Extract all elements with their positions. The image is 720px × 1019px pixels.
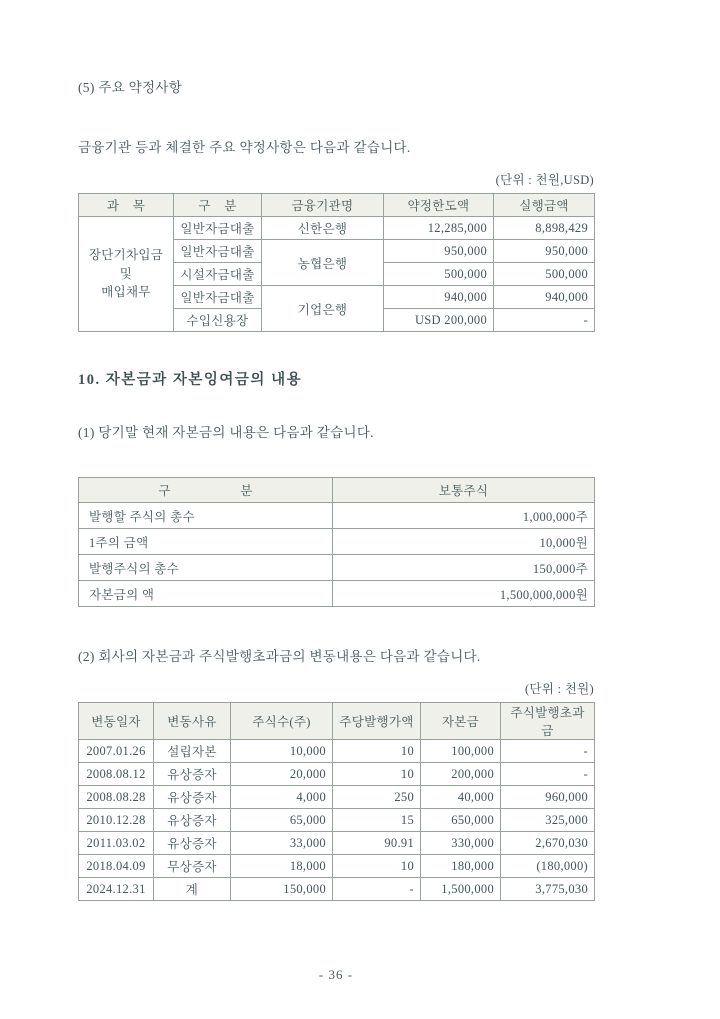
- section-10-para-2: (2) 회사의 자본금과 주식발행초과금의 변동내용은 다음과 같습니다.: [78, 649, 481, 664]
- change-header-row: [79, 703, 595, 740]
- table-cell: 유상증자: [154, 832, 231, 855]
- table-cell: 2010.12.28: [79, 809, 154, 832]
- column-header-date: 변동일자: [79, 703, 154, 740]
- table-cell: 500,000: [384, 263, 494, 286]
- table-cell: 950,000: [384, 240, 494, 263]
- table-cell: 일반자금대출: [174, 240, 262, 263]
- table-cell: 12,285,000: [384, 217, 494, 240]
- page-number: - 36 -: [318, 967, 354, 982]
- table-cell: 자본금의 액: [79, 581, 333, 607]
- table-cell: 3,775,030: [501, 878, 595, 901]
- table-cell: 유상증자: [154, 763, 231, 786]
- table-cell: 650,000: [421, 809, 501, 832]
- covenant-header-row: [79, 194, 595, 217]
- column-header-type: 구 분: [174, 194, 262, 217]
- table-cell: 950,000: [494, 240, 595, 263]
- table-cell: 신한은행: [262, 217, 384, 240]
- table-cell: 1,000,000주: [333, 503, 595, 529]
- table-cell: 2008.08.12: [79, 763, 154, 786]
- unit-note-covenants: (단위 : 천원,USD): [495, 173, 594, 187]
- table-cell: 2024.12.31: [79, 878, 154, 901]
- capital-header-row: [79, 478, 595, 503]
- table-row: [79, 855, 595, 878]
- table-cell: 유상증자: [154, 786, 231, 809]
- column-header-bank: 금융기관명: [262, 194, 384, 217]
- account-title-line2: 매입채무: [101, 285, 151, 300]
- table-cell: 200,000: [421, 763, 501, 786]
- table-cell: 발행주식의 총수: [79, 555, 333, 581]
- table-cell: 15: [333, 809, 421, 832]
- table-cell: 90.91: [333, 832, 421, 855]
- account-title-cell: [79, 217, 174, 332]
- table-cell: 2018.04.09: [79, 855, 154, 878]
- table-cell: USD 200,000: [384, 309, 494, 332]
- table-cell: 325,000: [501, 809, 595, 832]
- table-cell: 10: [333, 763, 421, 786]
- table-cell: 발행할 주식의 총수: [79, 503, 333, 529]
- table-cell: 시설자금대출: [174, 263, 262, 286]
- table-row: [79, 809, 595, 832]
- table-cell: 330,000: [421, 832, 501, 855]
- table-cell: 150,000: [231, 878, 333, 901]
- table-cell: -: [494, 309, 595, 332]
- table-cell: 940,000: [384, 286, 494, 309]
- table-cell: 2008.08.28: [79, 786, 154, 809]
- column-header-capital: 자본금: [421, 703, 501, 740]
- table-cell: 8,898,429: [494, 217, 595, 240]
- table-cell: 940,000: [494, 286, 595, 309]
- table-cell: 65,000: [231, 809, 333, 832]
- table-cell: 250: [333, 786, 421, 809]
- table-row: [79, 786, 595, 809]
- table-cell: 960,000: [501, 786, 595, 809]
- table-row: [79, 763, 595, 786]
- table-row: [79, 529, 595, 555]
- column-header-executed: 실행금액: [494, 194, 595, 217]
- section-5-intro-text: 금융기관 등과 체결한 주요 약정사항은 다음과 같습니다.: [78, 140, 411, 155]
- section-10-heading: 10. 자본금과 자본잉여금의 내용: [78, 372, 303, 388]
- table-cell: 4,000: [231, 786, 333, 809]
- table-cell: 계: [154, 878, 231, 901]
- table-cell: (180,000): [501, 855, 595, 878]
- table-cell: 180,000: [421, 855, 501, 878]
- table-row: [79, 740, 595, 763]
- table-cell: 유상증자: [154, 809, 231, 832]
- table-cell: 일반자금대출: [174, 217, 262, 240]
- table-cell: 150,000주: [333, 555, 595, 581]
- table-cell: -: [501, 763, 595, 786]
- table-row: [79, 832, 595, 855]
- section-5-title: (5) 주요 약정사항: [78, 80, 183, 95]
- table-cell: 10: [333, 740, 421, 763]
- table-cell: 1주의 금액: [79, 529, 333, 555]
- table-cell: 2011.03.02: [79, 832, 154, 855]
- page-content: [78, 0, 594, 983]
- covenant-table: [78, 193, 595, 332]
- column-header-limit: 약정한도액: [384, 194, 494, 217]
- table-cell: 33,000: [231, 832, 333, 855]
- account-title-line1: 장단기차입금 및: [88, 247, 164, 281]
- table-cell: 무상증자: [154, 855, 231, 878]
- table-cell: 500,000: [494, 263, 595, 286]
- table-cell: 기업은행: [262, 286, 384, 332]
- column-header-category: 구 분: [79, 478, 333, 503]
- table-cell: 2007.01.26: [79, 740, 154, 763]
- table-row: [79, 878, 595, 901]
- capital-change-table: [78, 702, 595, 901]
- unit-note-capital-change: (단위 : 천원): [524, 682, 594, 696]
- table-cell: 1,500,000: [421, 878, 501, 901]
- table-row: [79, 503, 595, 529]
- table-cell: 10,000: [231, 740, 333, 763]
- table-cell: -: [333, 878, 421, 901]
- table-cell: 농협은행: [262, 240, 384, 286]
- column-header-account: 과 목: [79, 194, 174, 217]
- table-cell: 수입신용장: [174, 309, 262, 332]
- table-cell: 10,000원: [333, 529, 595, 555]
- table-cell: 2,670,030: [501, 832, 595, 855]
- capital-table: [78, 477, 595, 607]
- table-cell: 설립자본: [154, 740, 231, 763]
- table-cell: 100,000: [421, 740, 501, 763]
- table-row: [79, 581, 595, 607]
- table-cell: 20,000: [231, 763, 333, 786]
- table-cell: 일반자금대출: [174, 286, 262, 309]
- table-cell: 40,000: [421, 786, 501, 809]
- table-row: [79, 555, 595, 581]
- table-cell: 10: [333, 855, 421, 878]
- column-header-common-stock: 보통주식: [333, 478, 595, 503]
- column-header-issue-price: 주당발행가액: [333, 703, 421, 740]
- column-header-premium: 주식발행초과금: [501, 703, 595, 740]
- table-cell: 1,500,000,000원: [333, 581, 595, 607]
- table-cell: -: [501, 740, 595, 763]
- table-row: [79, 217, 595, 240]
- column-header-shares: 주식수(주): [231, 703, 333, 740]
- table-cell: 18,000: [231, 855, 333, 878]
- section-10-para-1: (1) 당기말 현재 자본금의 내용은 다음과 같습니다.: [78, 425, 374, 440]
- column-header-reason: 변동사유: [154, 703, 231, 740]
